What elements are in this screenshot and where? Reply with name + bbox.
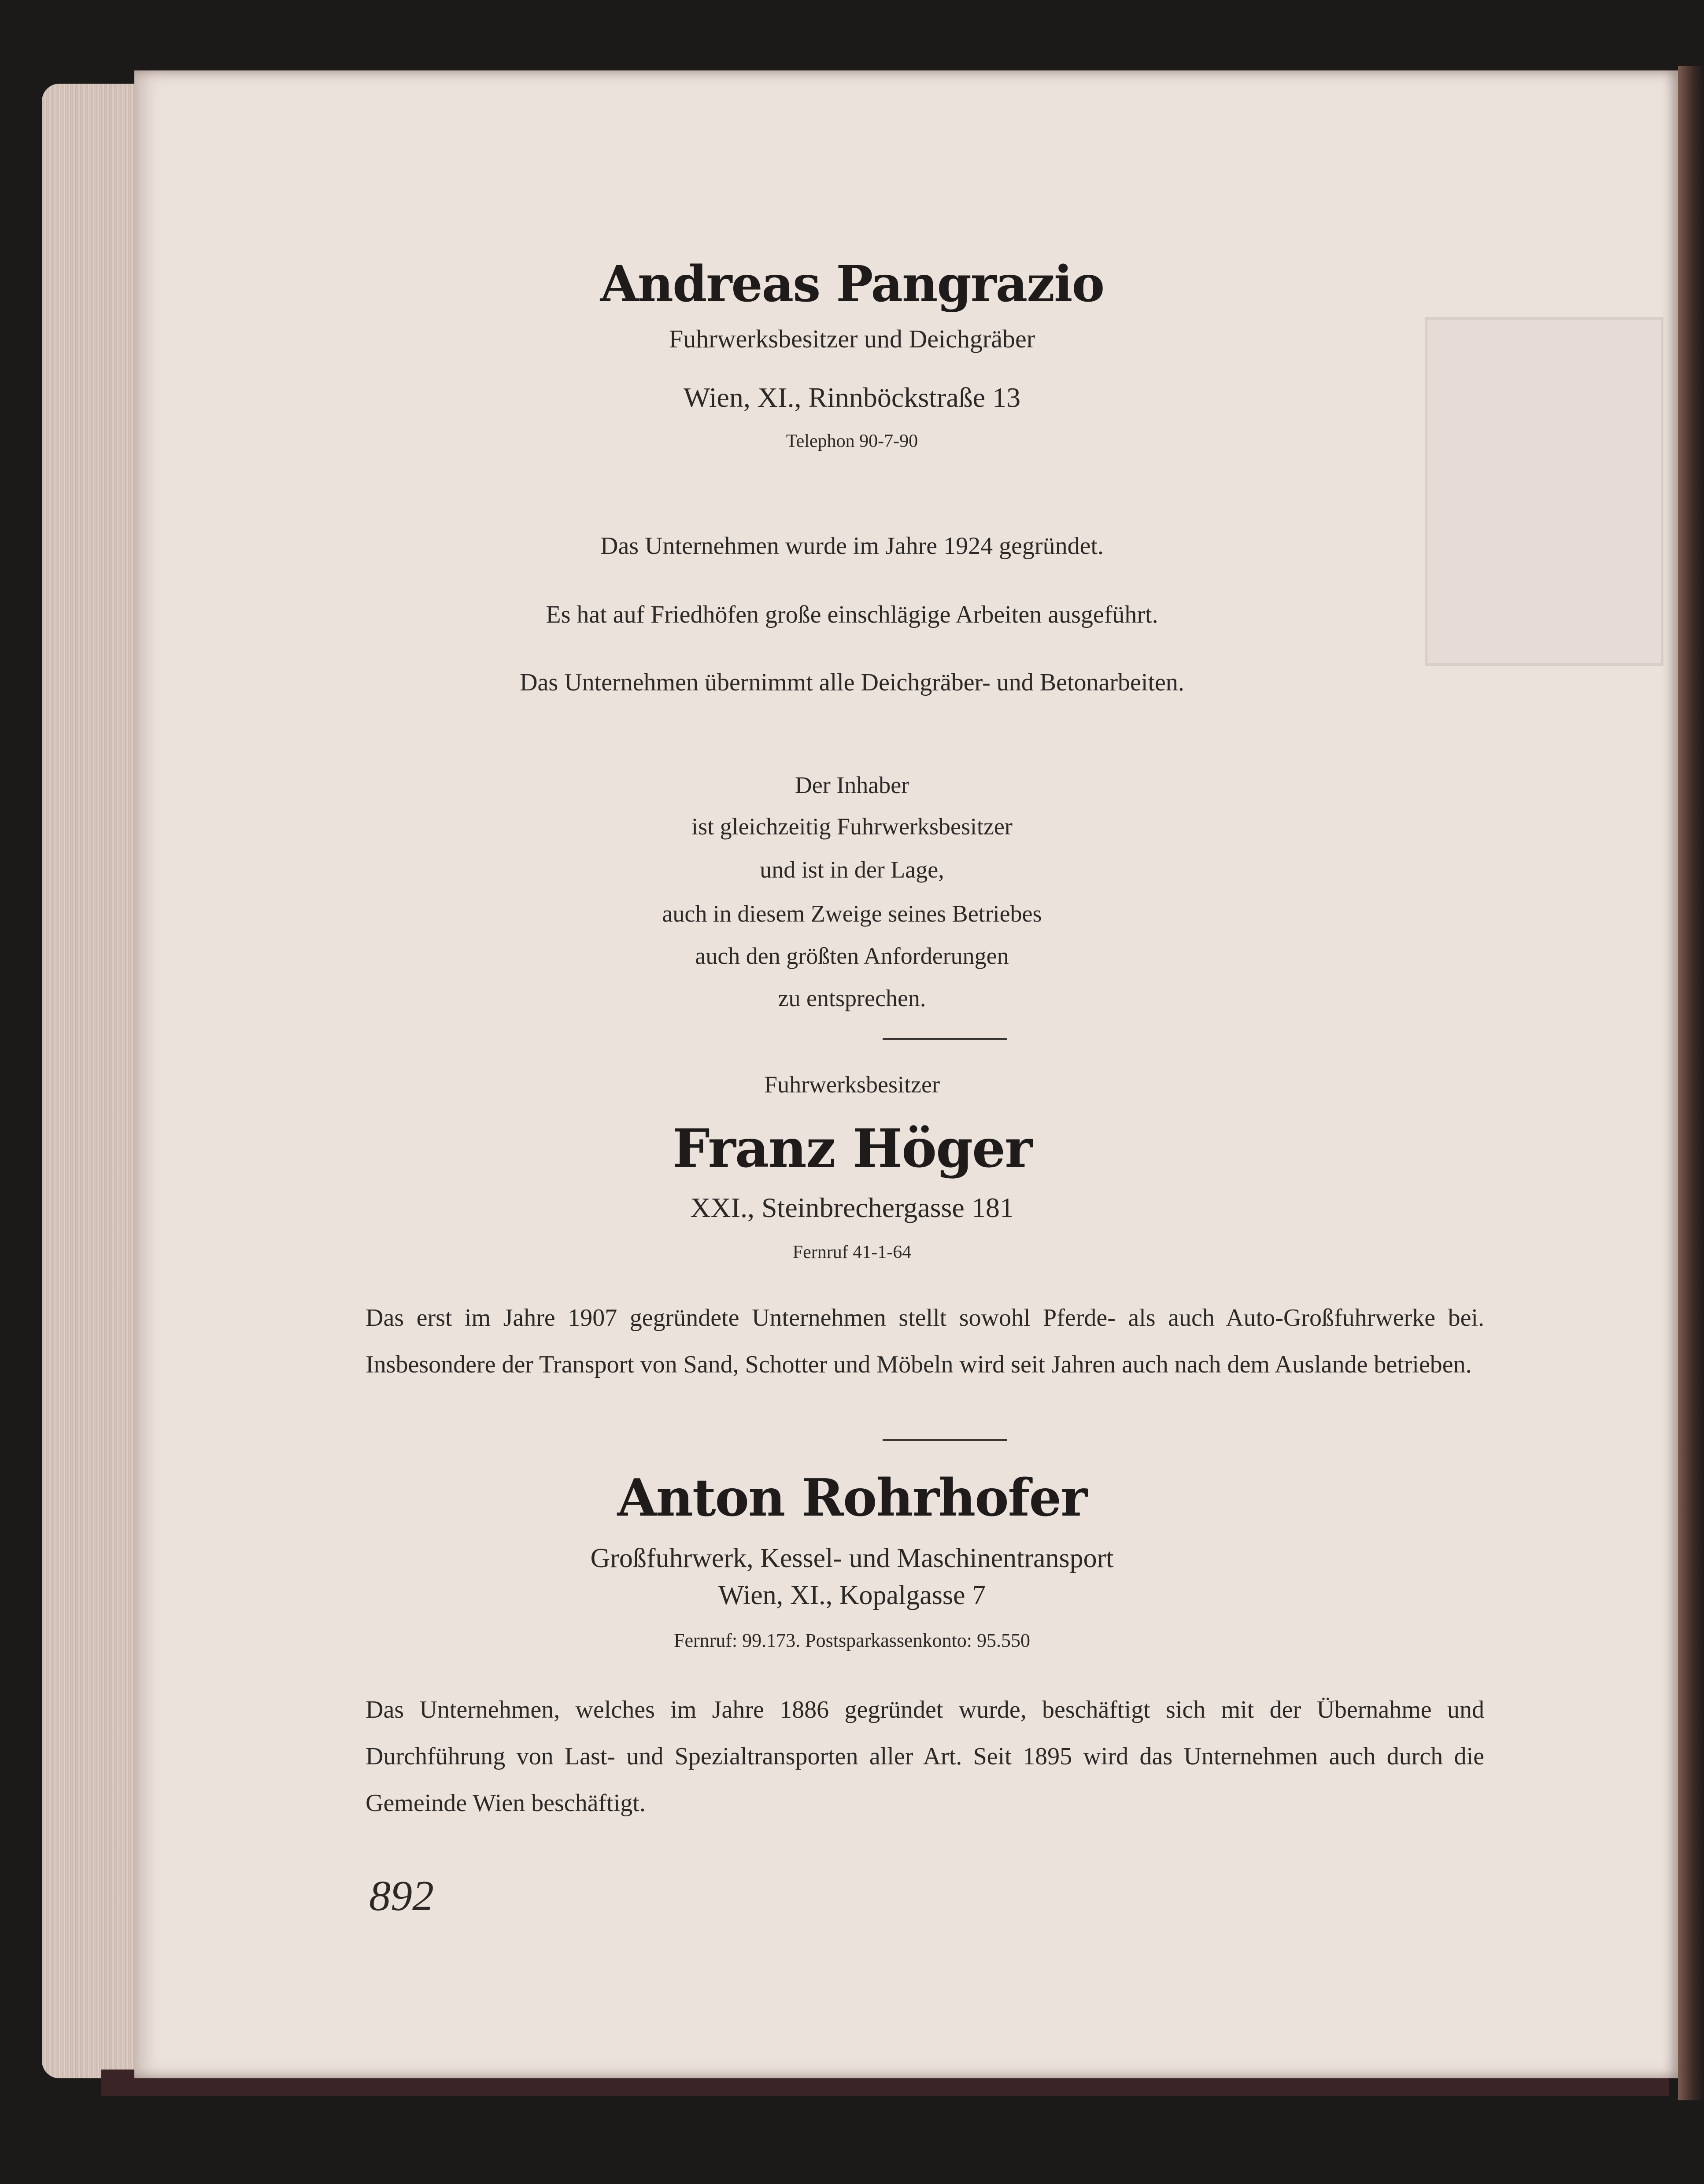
entry3-text: Das Unternehmen, welches im Jahre 1886 gegründet wurde, beschäftigt sich mit der Übernahme und Durchführung von Last- und Spezialtransporten aller Art. Seit 1895 wird das Unternehmen auch durch die Gemeinde Wien beschäftigt. <box>366 1696 1484 1817</box>
entry2-profession: Fuhrwerksbesitzer <box>764 1071 940 1098</box>
entry1-owner-line-3: und ist in der Lage, <box>760 856 944 883</box>
divider-1 <box>883 1038 1007 1040</box>
entry1-owner-line-5: auch den größten Anforderungen <box>695 943 1009 969</box>
entry1-line-2: Es hat auf Friedhöfen große einschlägige Arbeiten ausgeführt. <box>546 601 1158 628</box>
entry3-profession: Großfuhrwerk, Kessel- und Maschinentransport <box>590 1543 1114 1573</box>
entry1-line-1: Das Unternehmen wurde im Jahre 1924 gegründet. <box>600 532 1104 560</box>
entry1-name: Andreas Pangrazio <box>600 255 1104 313</box>
entry2-text: Das erst im Jahre 1907 gegründete Unternehmen stellt sowohl Pferde- als auch Auto-Großfuhrwerke bei. Insbesondere der Transport von Sand, Schotter und Möbeln wird seit Jahren auch nach dem Auslande betrieben. <box>366 1304 1484 1378</box>
entry1-phone: Telephon 90-7-90 <box>786 431 918 451</box>
entry1-address: Wien, XI., Rinnböckstraße 13 <box>683 382 1021 413</box>
entry1-owner-line-1: Der Inhaber <box>795 772 909 798</box>
entry2-phone: Fernruf 41-1-64 <box>792 1242 912 1262</box>
entry1-line-3: Das Unternehmen übernimmt alle Deichgräber- und Betonarbeiten. <box>520 669 1184 696</box>
entry1-owner-line-2: ist gleichzeitig Fuhrwerksbesitzer <box>691 813 1013 840</box>
entry3-name: Anton Rohrhofer <box>617 1468 1087 1528</box>
entry1-owner-line-6: zu entsprechen. <box>778 985 926 1011</box>
entry1-profession: Fuhrwerksbesitzer und Deichgräber <box>669 325 1035 353</box>
divider-2 <box>883 1439 1007 1441</box>
entry3-phone: Fernruf: 99.173. Postsparkassenkonto: 95.550 <box>673 1630 1031 1651</box>
entry2-address: XXI., Steinbrechergasse 181 <box>690 1192 1014 1223</box>
entry3-address: Wien, XI., Kopalgasse 7 <box>718 1580 986 1610</box>
entry1-owner-line-4: auch in diesem Zweige seines Betriebes <box>662 900 1042 927</box>
entry2-name: Franz Höger <box>672 1118 1032 1180</box>
page-number: 892 <box>369 1872 434 1920</box>
